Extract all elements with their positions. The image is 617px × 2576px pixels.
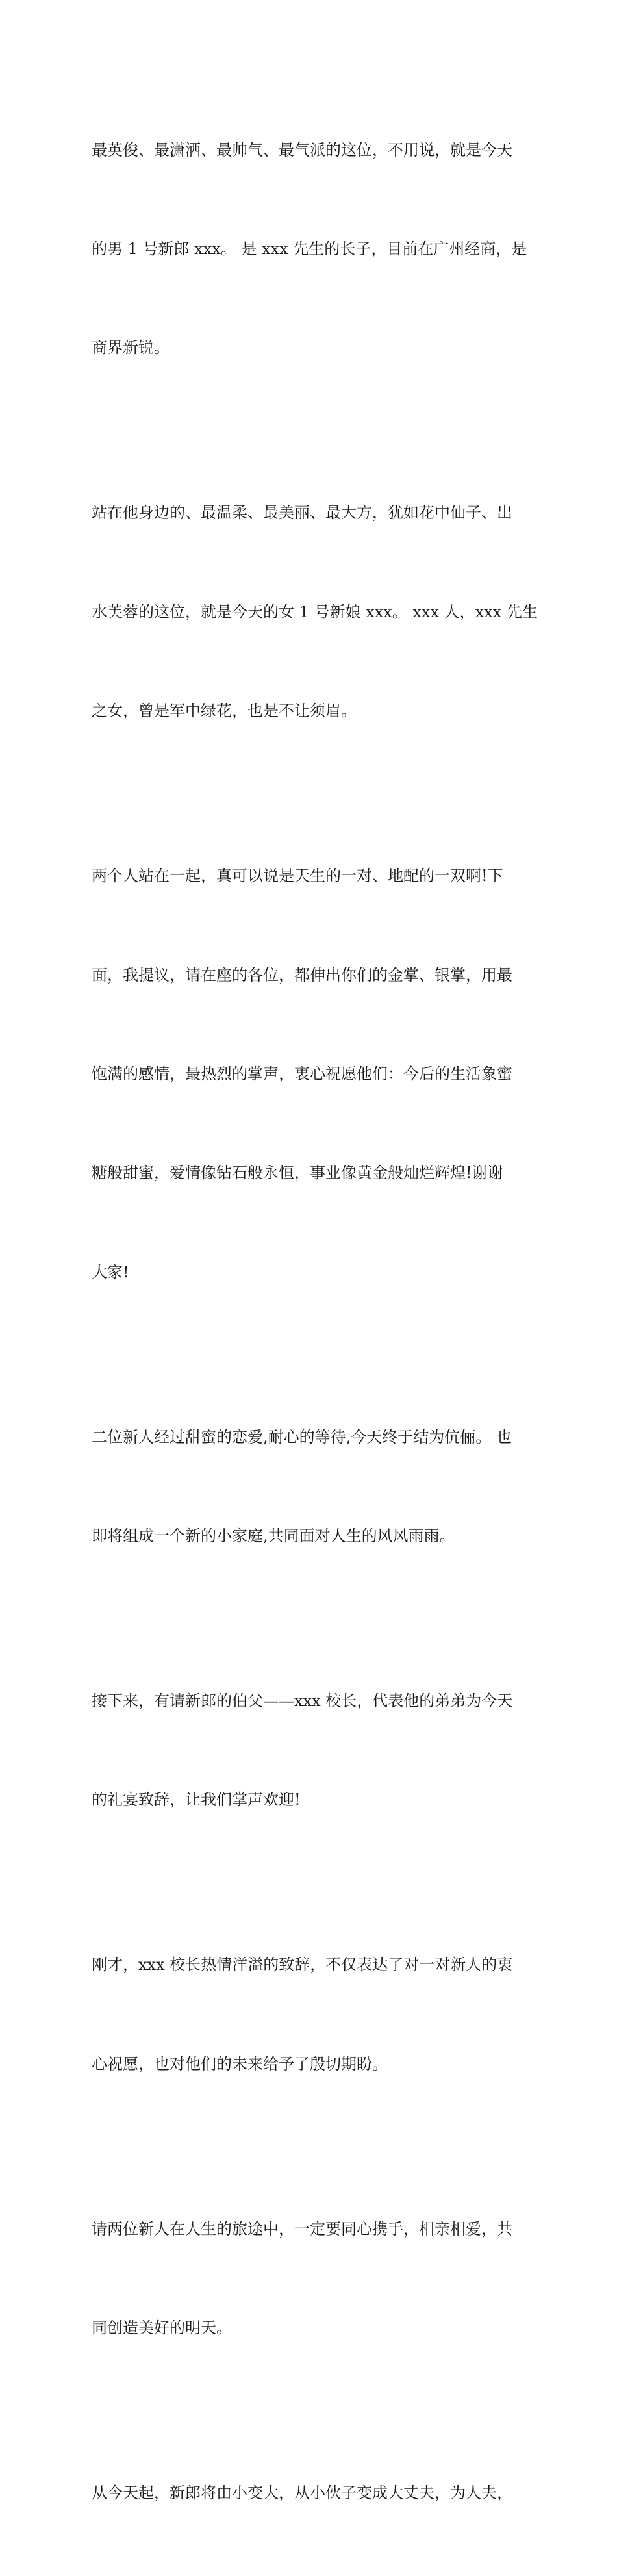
- text-line: 心祝愿，也对他们的未来给予了殷切期盼。: [92, 2054, 388, 2073]
- text-line: 面，我提议，请在座的各位，都伸出你们的金掌、银掌，用最: [92, 965, 512, 984]
- paragraph-new-family: [92, 1355, 527, 1618]
- text-line: 请两位新人在人生的旅途中，一定要同心携手，相亲相爱，共: [92, 2219, 512, 2238]
- text-line: 大家!: [92, 1262, 129, 1281]
- text-line: 之女，曾是军中绿花，也是不让须眉。: [92, 702, 357, 721]
- text-line: 两个人站在一起，真可以说是天生的一对、地配的一双啊!下: [92, 867, 503, 886]
- text-line: 的男 1 号新郎 xxx。 是 xxx 先生的长子，目前在广州经商，是: [92, 239, 527, 258]
- text-line: 最英俊、最潇洒、最帅气、最气派的这位，不用说，就是今天: [92, 140, 512, 159]
- document-body: [92, 68, 538, 2576]
- text-line: 刚才，xxx 校长热情洋溢的致辞，不仅表达了对一对新人的衷: [92, 1956, 513, 1974]
- text-line: 同创造美好的明天。: [92, 2319, 232, 2338]
- paragraph-groom-intro: [92, 68, 527, 431]
- paragraph-applause-blessing: [92, 794, 527, 1355]
- text-line: 从今天起，新郎将由小变大，从小伙子变成大丈夫，为人夫，: [92, 2484, 512, 2503]
- paragraph-couple-wishes: [92, 2147, 527, 2410]
- text-line: 站在他身边的、最温柔、最美丽、最大方，犹如花中仙子、出: [92, 504, 512, 522]
- text-line: 接下来，有请新郎的伯父——xxx 校长，代表他的弟弟为今天: [92, 1692, 513, 1711]
- paragraph-uncle-speech-invite: [92, 1618, 527, 1882]
- text-line: 饱满的感情，最热烈的掌声，衷心祝愿他们：今后的生活象蜜: [92, 1064, 512, 1083]
- text-line: 二位新人经过甜蜜的恋爱,耐心的等待,今天终于结为伉俪。 也: [92, 1427, 512, 1446]
- text-line: 糖般甜蜜，爱情像钻石般永恒，事业像黄金般灿烂辉煌!谢谢: [92, 1164, 503, 1182]
- paragraph-groom-new-role: [92, 2411, 527, 2576]
- paragraph-speech-thanks: [92, 1883, 527, 2147]
- text-line: 商界新锐。: [92, 338, 170, 357]
- paragraph-bride-intro: [92, 431, 538, 794]
- text-line: 即将组成一个新的小家庭,共同面对人生的风风雨雨。: [92, 1527, 455, 1546]
- text-line: 水芙蓉的这位，就是今天的女 1 号新娘 xxx。 xxx 人，xxx 先生: [92, 602, 538, 621]
- text-line: 的礼宴致辞，让我们掌声欢迎!: [92, 1791, 301, 1809]
